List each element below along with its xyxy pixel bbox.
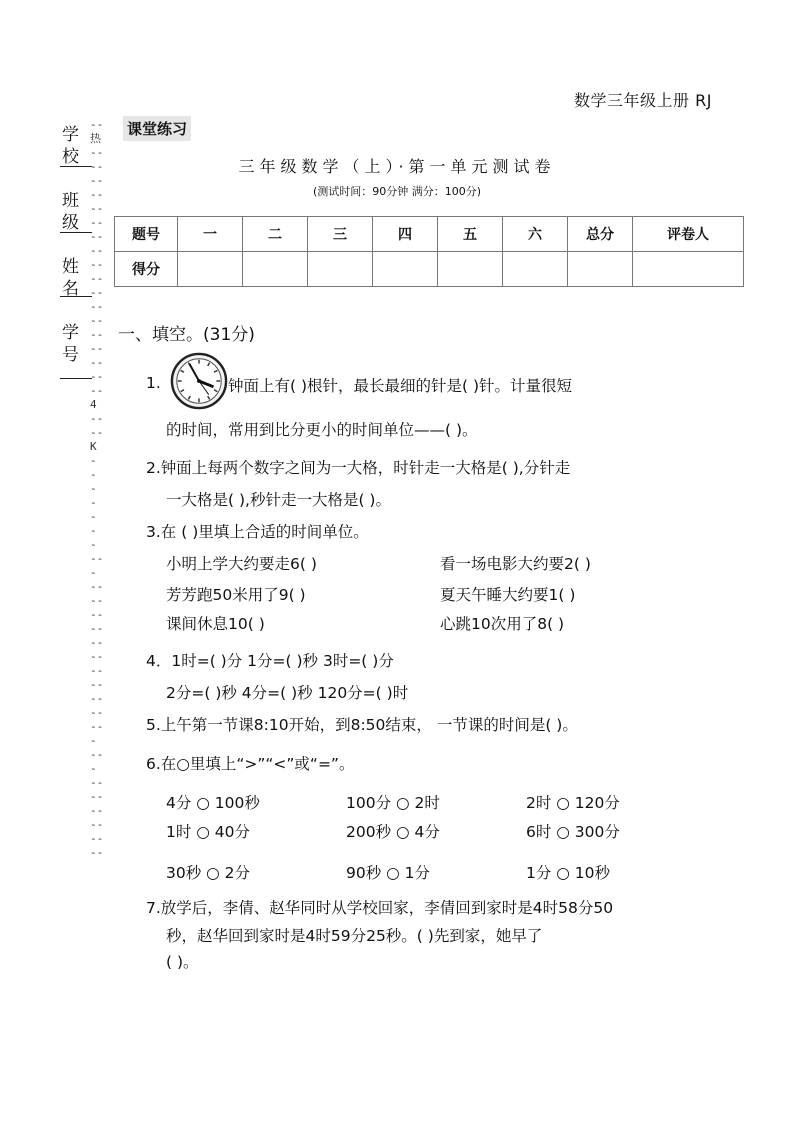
margin-char-2: 4	[90, 398, 97, 411]
binding-dash-column: -- 热 -- -- -- -- -- -- -- -- -- -- -- -- -- -- -- -- -- -- 4 -- -- K - - - - - - - --- -- -- -- -- -- -- -- -- -- -- --- --- -- -- -- -- -- --	[90, 118, 104, 859]
q2-line-1: 2.钟面上每两个数字之间为一大格，时针走一大格是( ),分针走	[146, 459, 571, 477]
header-cell: 四	[373, 217, 438, 252]
header-cell: 六	[503, 217, 568, 252]
q3-item: 芳芳跑50米用了9( )	[166, 586, 306, 604]
q2-line-2: 一大格是( ),秒针走一大格是( )。	[166, 491, 391, 509]
header-cell: 一	[178, 217, 243, 252]
student-no-underline	[60, 378, 92, 379]
class-label-1: 班	[62, 191, 79, 211]
margin-char-3: K	[90, 440, 97, 453]
score-cell[interactable]	[373, 252, 438, 287]
q3-item: 小明上学大约要走6( )	[166, 555, 317, 573]
student-no-label-1: 学	[62, 323, 79, 343]
q6-item: 200秒 ○ 4分	[346, 823, 440, 841]
header-cell: 评卷人	[633, 217, 744, 252]
header-cell: 总分	[568, 217, 633, 252]
q6-item: 30秒 ○ 2分	[166, 864, 250, 882]
header-cell: 二	[243, 217, 308, 252]
q1-number: 1.	[146, 374, 161, 392]
q3-item: 课间休息10( )	[166, 615, 265, 633]
name-label-1: 姓	[62, 257, 79, 277]
class-underline	[60, 232, 92, 233]
score-cell[interactable]	[243, 252, 308, 287]
q6-item: 100分 ○ 2时	[346, 794, 440, 812]
q5-line-1: 5.上午第一节课8:10开始，到8:50结束， 一节课的时间是( )。	[146, 716, 578, 734]
exam-subtitle: (测试时间：90分钟 满分：100分)	[312, 185, 482, 198]
exam-title: 三年级数学（上）·第一单元测试卷	[238, 157, 556, 176]
subject-tag: 数学三年级上册 RJ	[574, 91, 712, 110]
q6-item: 90秒 ○ 1分	[346, 864, 430, 882]
score-cell[interactable]	[438, 252, 503, 287]
score-value-row	[115, 252, 744, 287]
q1-line-2: 的时间，常用到比分更小的时间单位——( )。	[166, 421, 478, 439]
q3-line-1: 3.在 ( )里填上合适的时间单位。	[146, 523, 369, 541]
school-label-2: 校	[62, 147, 79, 167]
score-table	[114, 216, 744, 287]
header-cell: 五	[438, 217, 503, 252]
q6-item: 2时 ○ 120分	[526, 794, 620, 812]
q4-line-2: 2分=( )秒 4分=( )秒 120分=( )时	[166, 684, 409, 702]
q3-item: 夏天午睡大约要1( )	[440, 586, 576, 604]
q6-line-1: 6.在○里填上“>”“<”或“=”。	[146, 755, 355, 773]
header-cell: 题号	[115, 217, 178, 252]
clock-icon	[170, 352, 228, 410]
q6-item: 1时 ○ 40分	[166, 823, 250, 841]
score-header-row	[115, 217, 744, 252]
name-label-2: 名	[62, 279, 79, 299]
score-row-label: 得分	[115, 252, 178, 287]
header-cell: 三	[308, 217, 373, 252]
q3-item: 看一场电影大约要2( )	[440, 555, 591, 573]
name-underline	[60, 296, 92, 297]
q7-line-1: 7.放学后，李倩、赵华同时从学校回家，李倩回到家时是4时58分50	[146, 899, 614, 917]
score-cell[interactable]	[308, 252, 373, 287]
q3-item: 心跳10次用了8( )	[440, 615, 565, 633]
section-1-heading: 一、填空。(31分)	[118, 325, 255, 345]
score-cell[interactable]	[633, 252, 744, 287]
school-label-1: 学	[62, 125, 79, 145]
score-cell[interactable]	[568, 252, 633, 287]
practice-badge: 课堂练习	[123, 116, 191, 141]
q6-item: 6时 ○ 300分	[526, 823, 620, 841]
margin-char-1: 热	[90, 132, 101, 145]
score-cell[interactable]	[503, 252, 568, 287]
student-no-label-2: 号	[62, 345, 79, 365]
q4-line-1: 4．1时=( )分 1分=( )秒 3时=( )分	[146, 652, 394, 670]
q1-line-1: 钟面上有( )根针，最长最细的针是( )针。计量很短	[228, 377, 573, 395]
q7-line-2: 秒，赵华回到家时是4时59分25秒。( )先到家，她早了	[166, 927, 543, 945]
q6-item: 1分 ○ 10秒	[526, 864, 610, 882]
q6-item: 4分 ○ 100秒	[166, 794, 260, 812]
q7-line-3: ( )。	[166, 953, 199, 971]
class-label-2: 级	[62, 213, 79, 233]
score-cell[interactable]	[178, 252, 243, 287]
